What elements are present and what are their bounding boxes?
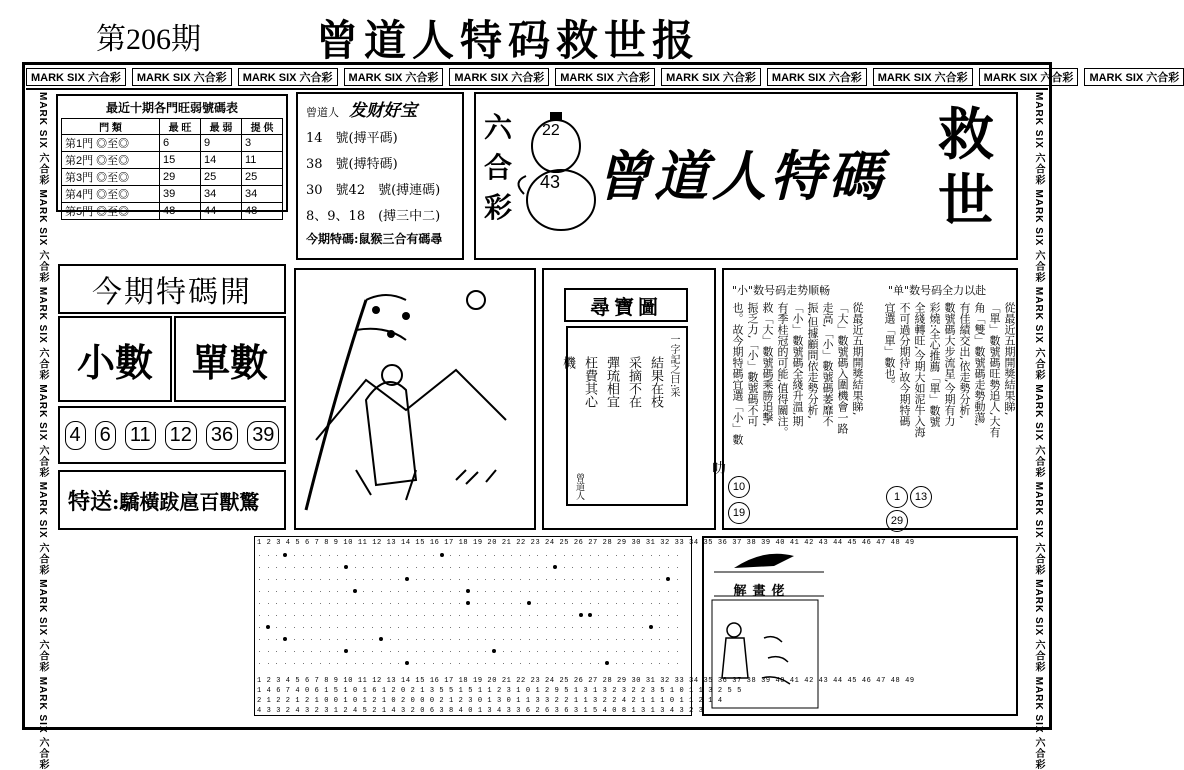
result-dot — [440, 553, 444, 557]
result-dot — [379, 637, 383, 641]
logo-title: 曾道人特碼 — [596, 144, 886, 208]
logo-number-b: 43 — [540, 172, 561, 192]
brand-tag: MARK SIX 六合彩 — [661, 68, 761, 86]
liuhecai-vertical — [484, 108, 512, 228]
gate-table-cell: 14 — [200, 152, 241, 169]
gate-table-header: 最 弱 — [200, 119, 241, 135]
results-footer-row: 2 1 2 2 1 2 1 0 0 1 0 1 2 1 0 2 0 0 0 2 1 2 3 0 1 3 0 1 1 3 3 2 2 1 1 3 2 2 4 2 1 1 1 0 1 1 2 1 4 — [257, 697, 723, 705]
gate-table-cell: 29 — [160, 169, 201, 186]
special-number: 39 — [247, 421, 279, 450]
gate-table-row — [62, 135, 283, 152]
brand-tag: MARK SIX 六合彩 — [979, 68, 1079, 86]
gate-table-cell: 25 — [200, 169, 241, 186]
brand-tag: MARK SIX 六合彩 — [449, 68, 549, 86]
illustration-panel — [294, 268, 536, 530]
illustration-drawing — [296, 270, 534, 528]
analysis-line: 從最近五期開獎結果睇, — [851, 302, 864, 416]
gate-table-cell: 25 — [241, 169, 282, 186]
analysis-panel — [712, 268, 1018, 530]
analysis-line: 角「雙」數號碼走勢動蕩, — [973, 302, 986, 427]
brand-strip-left: MARK SIX 六合彩 MARK SIX 六合彩 MARK SIX 六合彩 MARK SIX 六合彩 MARK SIX 六合彩 MARK SIX 六合彩 MARK SIX 六合彩 — [37, 92, 48, 770]
treasure-panel — [542, 268, 716, 530]
brand-strip-top — [26, 66, 1180, 90]
scroll-body — [558, 356, 664, 408]
brand-tag: MARK SIX 六合彩 — [26, 68, 126, 86]
tips-footer: 今期特碼:鼠猴三合有碼尋 — [306, 232, 443, 246]
gate-table-cell: 15 — [160, 152, 201, 169]
analysis-line: 振,但據顧問依走勢分析, — [806, 302, 819, 419]
gate-table-cell: 34 — [200, 186, 241, 203]
scroll-line: 采摘不在 — [626, 356, 641, 408]
tips-panel — [296, 92, 464, 260]
masthead-title: 曾道人特码救世报 — [316, 16, 701, 65]
gate-table-header: 最 旺 — [160, 119, 201, 135]
brand-tag: MARK SIX 六合彩 — [555, 68, 655, 86]
analysis-line: 彩燒:全心推薦「單」數號 — [928, 302, 941, 427]
gate-table-row — [62, 169, 283, 186]
special-small: 小數 — [58, 316, 172, 402]
brand-tag: MARK SIX 六合彩 — [344, 68, 444, 86]
number-circle: 29 — [886, 510, 908, 532]
treasure-title: 尋寶圖 — [564, 288, 688, 322]
logo-char: 六 — [484, 111, 513, 144]
result-dot — [266, 625, 270, 629]
results-dots — [255, 549, 691, 675]
analysis-line: 也。故今期特碼宜選「小」數 — [731, 302, 744, 445]
analysis-line: 有季桂冠的可能,值得關注。 — [776, 302, 789, 438]
result-dot — [588, 613, 592, 617]
special-number: 12 — [165, 421, 197, 450]
analysis-head-odd: "单"数号码全力以赴 — [888, 284, 987, 297]
result-dot — [492, 649, 496, 653]
special-number: 6 — [95, 421, 116, 450]
gate-table-row — [62, 186, 283, 203]
treasure-scroll — [560, 326, 688, 506]
gate-table-cell: 第2門 ◎至◎ — [62, 152, 160, 169]
scroll-line: 機 — [560, 356, 575, 369]
analysis-line: 數號碼大步流星,今期有力 — [943, 302, 956, 427]
gate-table-cell: 9 — [200, 135, 241, 152]
analysis-line: 「大」數號碼入圍機會一路 — [836, 302, 849, 434]
brand-strip-right: MARK SIX 六合彩 MARK SIX 六合彩 MARK SIX 六合彩 MARK SIX 六合彩 MARK SIX 六合彩 MARK SIX 六合彩 MARK SIX 六合彩 — [1033, 92, 1044, 770]
results-label: 1 2 3 4 5 6 7 8 9 10 11 12 13 14 15 16 17 18 19 20 21 22 23 24 25 26 27 28 29 30 31 32 33 34 35 36 37 38 39 40 41 42 43 44 45 46 47 48 49 — [257, 677, 915, 685]
tips-line: 30 號42 號(搏連碼) — [306, 183, 441, 198]
special-gift-text: :驕橫跋扈百獸驚 — [112, 489, 260, 514]
gate-table-cell: 39 — [160, 186, 201, 203]
gate-table-cell: 34 — [241, 186, 282, 203]
result-dot — [466, 589, 470, 593]
results-footer-row: 4 3 3 2 4 3 2 3 1 2 4 5 2 1 4 3 2 0 6 3 8 4 0 1 3 4 3 3 6 2 6 3 6 3 1 5 4 0 8 1 3 1 3 4 3 2 3 — [257, 707, 704, 715]
gate-table-header: 提 供 — [241, 119, 282, 135]
result-dot — [283, 553, 287, 557]
gate-table-title: 最近十期各門旺弱號碼表 — [105, 101, 238, 115]
analysis-aside: 叻 — [712, 461, 726, 477]
gate-table-cell: 48 — [160, 203, 201, 220]
brand-tag: MARK SIX 六合彩 — [873, 68, 973, 86]
result-dot — [344, 565, 348, 569]
logo-panel — [474, 92, 1018, 260]
logo-char: 彩 — [484, 191, 513, 224]
result-dot — [527, 601, 531, 605]
special-odd: 單數 — [174, 316, 286, 402]
results-footer-row: 1 4 6 7 4 0 6 1 5 1 0 1 6 1 2 0 2 1 3 5 5 1 5 1 1 2 3 1 0 1 2 9 5 1 3 1 3 2 3 2 2 3 5 1 0 1 1 3 2 5 5 — [257, 687, 742, 695]
scroll-heading: 一字記之曰:采 — [668, 334, 679, 398]
analysis-line: 從最近五期開獎結果睇, — [1003, 302, 1016, 416]
result-dot — [353, 589, 357, 593]
analysis-line: 有佳績交出,依走勢分析, — [958, 302, 971, 419]
tips-line: 8、9、18 (搏三中二) — [306, 209, 441, 224]
tips-line: 14 號(搏平碼) — [306, 131, 398, 146]
analysis-line: 宜選「單」數也。 — [883, 302, 896, 390]
riddle-drawing — [704, 538, 1016, 714]
logo-char: 合 — [484, 151, 513, 184]
scroll-signer: 曾道人 — [574, 473, 584, 500]
results-header: 1 2 3 4 5 6 7 8 9 10 11 12 13 14 15 16 17 18 19 20 21 22 23 24 25 26 27 28 29 30 31 32 33 34 35 36 37 38 39 40 41 42 43 44 45 46 47 48 49 — [257, 539, 915, 547]
number-circle: 10 — [728, 476, 750, 498]
result-dot — [605, 661, 609, 665]
result-dot — [405, 577, 409, 581]
scroll-line: 枉費其心 — [582, 356, 597, 408]
tips-heading-prefix: 曾道人 — [306, 106, 339, 119]
analysis-line: 「小」數號碼全綫升溫,期 — [791, 302, 804, 427]
tips-heading — [306, 98, 454, 126]
result-dot — [283, 637, 287, 641]
result-dot — [466, 601, 470, 605]
result-dot — [405, 661, 409, 665]
result-dot — [553, 565, 557, 569]
scroll-line: 彈琉相宜 — [604, 356, 619, 408]
brand-tag: MARK SIX 六合彩 — [238, 68, 338, 86]
riddle-panel — [702, 536, 1018, 716]
gate-table-cell: 第1門 ◎至◎ — [62, 135, 160, 152]
analysis-line: 「單」數號碼旺勢追人,大有 — [988, 302, 1001, 438]
analysis-line: 不可過分期待,故今期特碼 — [898, 302, 911, 427]
gate-table-cell: 第5門 ◎至◎ — [62, 203, 160, 220]
analysis-circles-odd — [886, 486, 936, 532]
gate-table-cell: 第4門 ◎至◎ — [62, 186, 160, 203]
gate-table-cell: 3 — [241, 135, 282, 152]
lucky-pot-icon — [516, 104, 606, 234]
gate-table-cell: 44 — [200, 203, 241, 220]
special-gift-label: 特送 — [68, 488, 113, 515]
gate-table-panel — [56, 94, 288, 218]
analysis-line: 全綫轉旺,今期大如泥牛入海 — [913, 302, 926, 438]
analysis-line: 振乏力,「小」數號碼不可 — [746, 302, 759, 427]
brand-tag: MARK SIX 六合彩 — [1084, 68, 1184, 86]
analysis-head-small: "小"数号码走势顺畅 — [732, 284, 831, 297]
tips-heading-script: 发财好宝 — [349, 101, 418, 121]
analysis-column-small — [730, 302, 865, 492]
special-number: 36 — [206, 421, 238, 450]
gate-table — [61, 118, 283, 220]
brand-tag: MARK SIX 六合彩 — [132, 68, 232, 86]
special-number: 11 — [125, 421, 156, 450]
number-circle: 13 — [910, 486, 932, 508]
result-dot — [649, 625, 653, 629]
issue-number: 第206期 — [96, 23, 201, 56]
analysis-line: 救「大」數號碼乘勝追擊, — [761, 302, 774, 427]
number-circle: 19 — [728, 502, 750, 524]
logo-number-a: 22 — [542, 122, 560, 139]
brand-tag: MARK SIX 六合彩 — [767, 68, 867, 86]
special-number: 4 — [65, 421, 86, 450]
scroll-line: 結果在枝 — [648, 356, 663, 408]
special-title: 今期特碼開 — [58, 264, 286, 314]
gate-table-cell: 48 — [241, 203, 282, 220]
analysis-line: 走高,「小」數號碼萎靡不 — [821, 302, 834, 427]
analysis-circles-small — [728, 476, 750, 524]
result-dot — [579, 613, 583, 617]
gate-table-header: 門 類 — [62, 119, 160, 135]
riddle-title: 解畫佬 — [733, 584, 791, 599]
gate-table-cell: 第3門 ◎至◎ — [62, 169, 160, 186]
result-dot — [344, 649, 348, 653]
result-dot — [666, 577, 670, 581]
tips-line: 38 號(搏特碼) — [306, 157, 398, 172]
gate-table-cell: 11 — [241, 152, 282, 169]
gate-table-row — [62, 152, 283, 169]
analysis-column-odd — [882, 302, 1017, 492]
gate-table-row — [62, 203, 283, 220]
logo-title-big: 救世 — [938, 102, 994, 234]
number-circle: 1 — [886, 486, 908, 508]
special-numbers — [58, 406, 286, 464]
gate-table-cell: 6 — [160, 135, 201, 152]
special-gift — [58, 470, 286, 530]
